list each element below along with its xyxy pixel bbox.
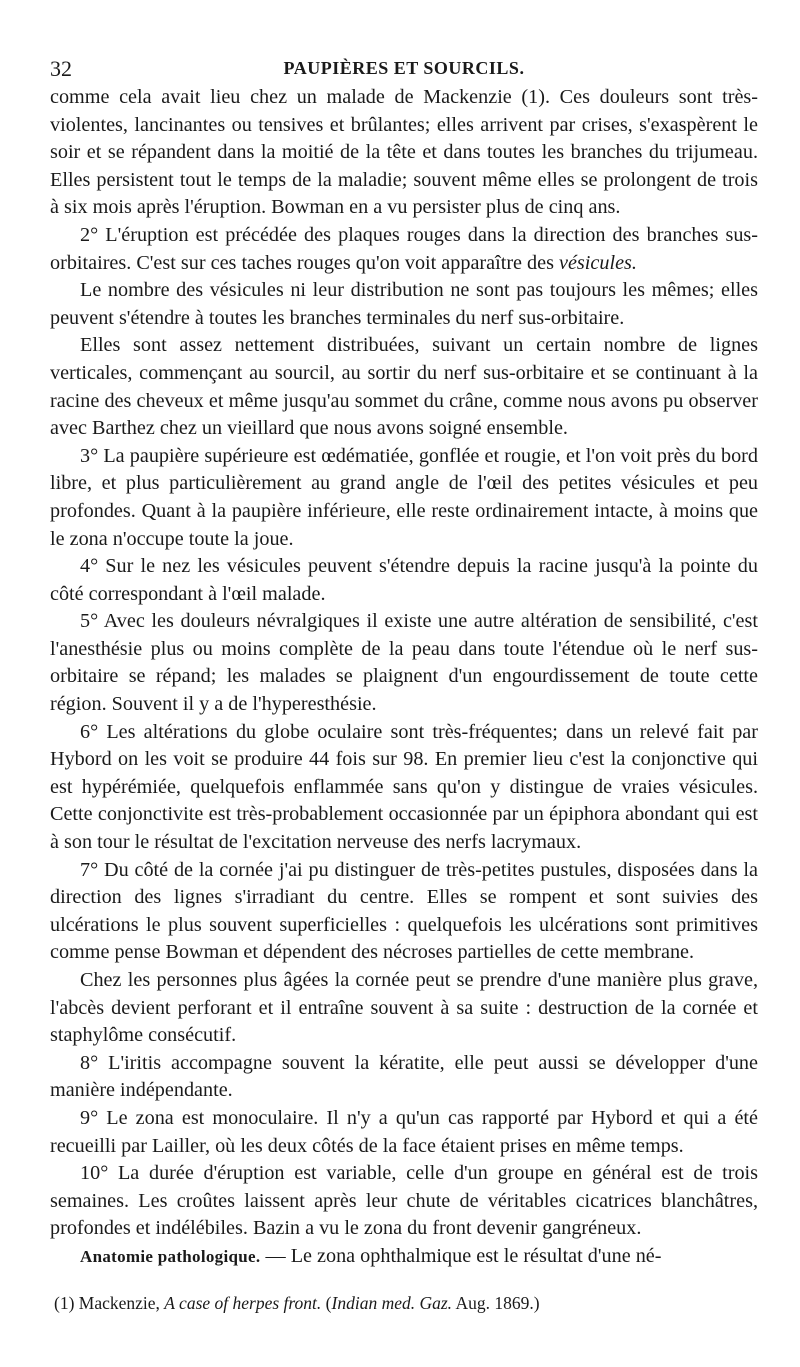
paragraph-7: 5° Avec les douleurs névralgiques il existe une autre altération de sensibilité, c'est l'anesthésie plus ou moins complète de la peau dans toute l'étendue où le nerf sus-orbitaire se répand; les malades se plaignent d'un engourdissement de toute cette région. Souvent il y a de l'hyperesthésie. — [50, 610, 758, 716]
section-runin-heading: Anatomie pathologique. — [80, 1246, 261, 1266]
paragraph-1: comme cela avait lieu chez un malade de Mackenzie (1). Ces douleurs sont très-violentes, lancinantes ou tensives et brûlantes; elles arrivent par crises, s'exaspèrent le soir et se répandent dans la moitié de la tête et dans toutes les branches du trijumeau. Elles persistent tout le temps de la maladie; souvent même elles se prolongent de trois à six mois après l'éruption. Bowman en a vu persister plus de cinq ans. — [50, 86, 758, 219]
footnote-title: A case of herpes front. — [164, 1292, 322, 1313]
footnote-tail: Aug. 1869.) — [452, 1292, 540, 1313]
paragraph-2 — [50, 222, 758, 277]
paragraph-anatomie — [50, 1243, 758, 1271]
body-text — [50, 84, 758, 1271]
paragraph-12: 9° Le zona est monoculaire. Il n'y a qu'un cas rapporté par Hybord et qui a été recueilli par Lailler, où les deux côtés de la face étaient prises en même temps. — [50, 1106, 758, 1157]
paragraph-8: 6° Les altérations du globe oculaire sont très-fréquentes; dans un relevé fait par Hybord on les voit se produire 44 fois sur 98. En premier lieu c'est la conjonctive qui est hypérémiée, quelquefois enflammée sans qu'on y distingue de vraies vésicules. Cette conjonctivite est très-probablement occasionnée par un épiphora abondant qui est à son tour le résultat de l'excitation nerveuse des nerfs lacrymaux. — [50, 720, 758, 854]
footnote-lead: (1) Mackenzie, — [54, 1292, 165, 1313]
page-number: 32 — [50, 56, 72, 81]
paragraph-2-text: 2° L'éruption est précédée des plaques rouges dans la direction des branches sus-orbitaires. C'est sur ces taches rouges qu'on voit apparaître des — [50, 223, 758, 274]
paragraph-anatomie-text: — Le zona ophthalmique est le résultat d'une né- — [260, 1244, 662, 1267]
footnote-source: Indian med. Gaz. — [331, 1292, 453, 1313]
paragraph-3: Le nombre des vésicules ni leur distribution ne sont pas toujours les mêmes; elles peuvent s'étendre à toutes les branches terminales du nerf sus-orbitaire. — [50, 279, 758, 329]
running-title: PAUPIÈRES ET SOURCILS. — [283, 58, 525, 78]
footnote-mid: ( — [321, 1292, 332, 1313]
paragraph-10: Chez les personnes plus âgées la cornée peut se prendre d'une manière plus grave, l'abcès devient perforant et il entraîne souvent à sa suite : destruction de la cornée et staphylôme consécutif. — [50, 969, 758, 1047]
paragraph-2-emphasis: vésicules. — [559, 251, 637, 274]
paragraph-6: 4° Sur le nez les vésicules peuvent s'étendre depuis la racine jusqu'à la pointe du côté correspondant à l'œil malade. — [50, 555, 758, 605]
footnote — [50, 1291, 758, 1315]
paragraph-4: Elles sont assez nettement distribuées, suivant un certain nombre de lignes verticales, commençant au sourcil, au sortir du nerf sus-orbitaire et se continuant à la racine des cheveux et même jusqu'au sommet du crâne, comme nous avons pu observer avec Barthez chez un vieillard que nous avons soigné ensemble. — [50, 334, 758, 440]
paragraph-11: 8° L'iritis accompagne souvent la kératite, elle peut aussi se développer d'une manière indépendante. — [50, 1051, 758, 1102]
paragraph-5: 3° La paupière supérieure est œdématiée, gonflée et rougie, et l'on voit près du bord libre, et plus particulièrement au grand angle de l'œil des petites vésicules et peu profondes. Quant à la paupière inférieure, elle reste ordinairement intacte, à moins que le zona n'occupe toute la joue. — [50, 444, 758, 550]
page-header — [50, 42, 758, 82]
paragraph-9: 7° Du côté de la cornée j'ai pu distinguer de très-petites pustules, disposées dans la direction des lignes s'irradiant du centre. Elles se rompent et sont suivies des ulcérations le plus souvent superficielles : quelquefois les ulcérations sont primitives comme pense Bowman et dépendent des nécroses partielles de cette membrane. — [50, 858, 758, 964]
paragraph-13: 10° La durée d'éruption est variable, celle d'un groupe en général est de trois semaines. Les croûtes laissent après leur chute de véritables cicatrices blanchâtres, profondes et indélébiles. Bazin a vu le zona du front devenir gangréneux. — [50, 1162, 758, 1240]
